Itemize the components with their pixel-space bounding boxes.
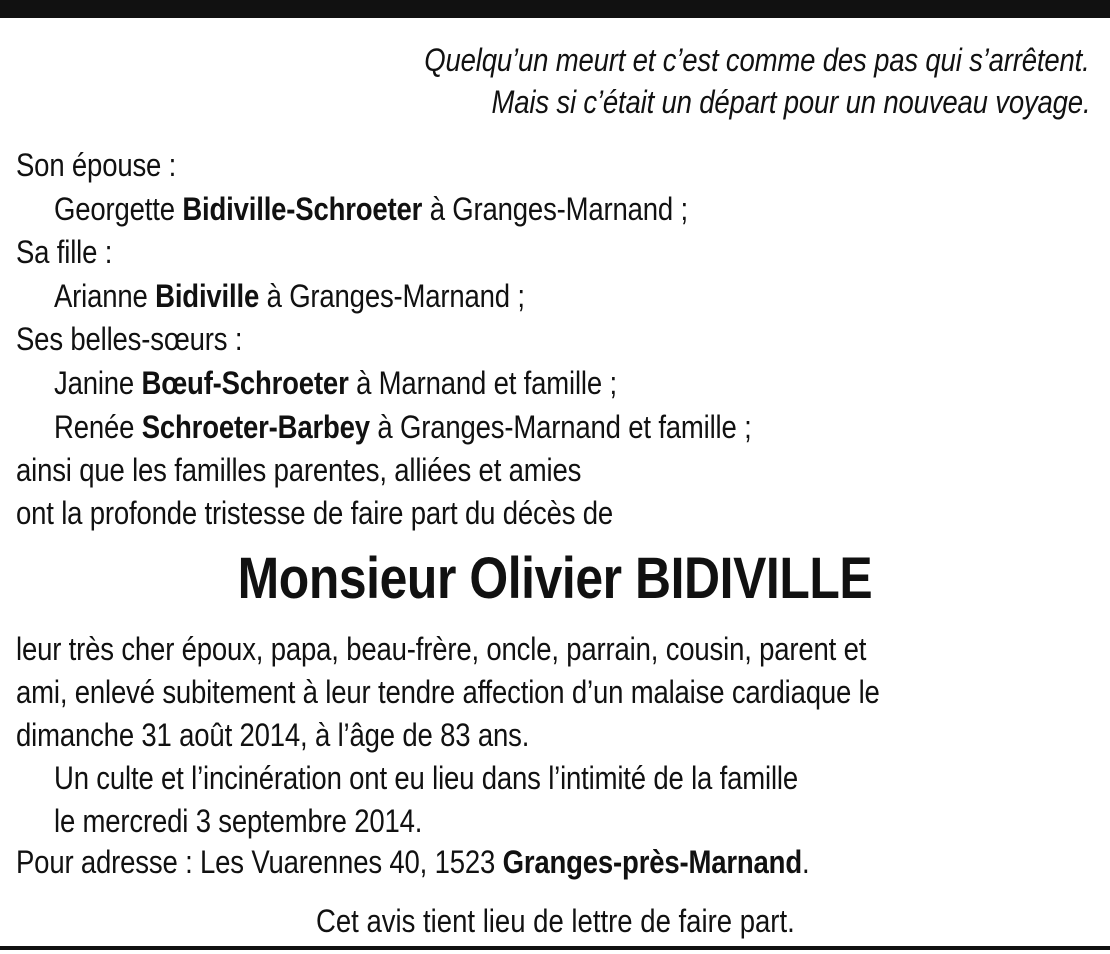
ceremony-line-2: le mercredi 3 septembre 2014. (54, 803, 423, 839)
address-city: Granges-près-Marnand (502, 844, 802, 880)
epigraph-line-2: Mais si c’était un départ pour un nouveau voyage. (491, 84, 1090, 120)
spouse-label: Son épouse : (16, 147, 177, 183)
daughter-entry (54, 276, 525, 316)
sister-1-surname: Bœuf-Schroeter (141, 365, 349, 401)
deceased-name: Monsieur Olivier BIDIVILLE (237, 546, 873, 611)
address-street: Pour adresse : Les Vuarennes 40, 1523 (16, 844, 503, 880)
sister-1-first-name: Janine (54, 365, 142, 401)
body-line-3: dimanche 31 août 2014, à l’âge de 83 ans. (16, 717, 530, 753)
ceremony-line-1: Un culte et l’incinération ont eu lieu dans l’intimité de la famille (54, 760, 798, 796)
spouse-entry (54, 189, 688, 229)
footer-note: Cet avis tient lieu de lettre de faire part. (315, 903, 795, 939)
sister-1-residence: à Marnand et famille ; (348, 365, 617, 401)
spouse-first-name: Georgette (54, 191, 183, 227)
body-line-1: leur très cher époux, papa, beau-frère, oncle, parrain, cousin, parent et (16, 631, 867, 667)
sister-2-residence: à Granges-Marnand et famille ; (369, 409, 752, 445)
spouse-surname: Bidiville-Schroeter (182, 191, 423, 227)
daughter-residence: à Granges-Marnand ; (259, 278, 525, 314)
body-line-2: ami, enlevé subitement à leur tendre affection d’un malaise cardiaque le (16, 674, 880, 710)
others-line: ainsi que les familles parentes, alliées et amies (16, 452, 582, 488)
daughter-label: Sa fille : (16, 234, 113, 270)
sister-2-surname: Schroeter-Barbey (141, 409, 370, 445)
spouse-residence: à Granges-Marnand ; (422, 191, 689, 227)
sister-entry-2 (54, 407, 752, 447)
sisters-label: Ses belles-sœurs : (16, 321, 243, 357)
bottom-rule (0, 946, 1110, 950)
sister-entry-1 (54, 363, 617, 403)
announcement-line: ont la profonde tristesse de faire part du décès de (16, 495, 614, 531)
sister-2-first-name: Renée (54, 409, 142, 445)
top-rule (0, 0, 1110, 18)
address-period: . (801, 844, 810, 880)
daughter-first-name: Arianne (54, 278, 156, 314)
address-line (16, 842, 809, 882)
epigraph-line-1: Quelqu’un meurt et c’est comme des pas qui s’arrêtent. (424, 42, 1090, 78)
daughter-surname: Bidiville (155, 278, 260, 314)
